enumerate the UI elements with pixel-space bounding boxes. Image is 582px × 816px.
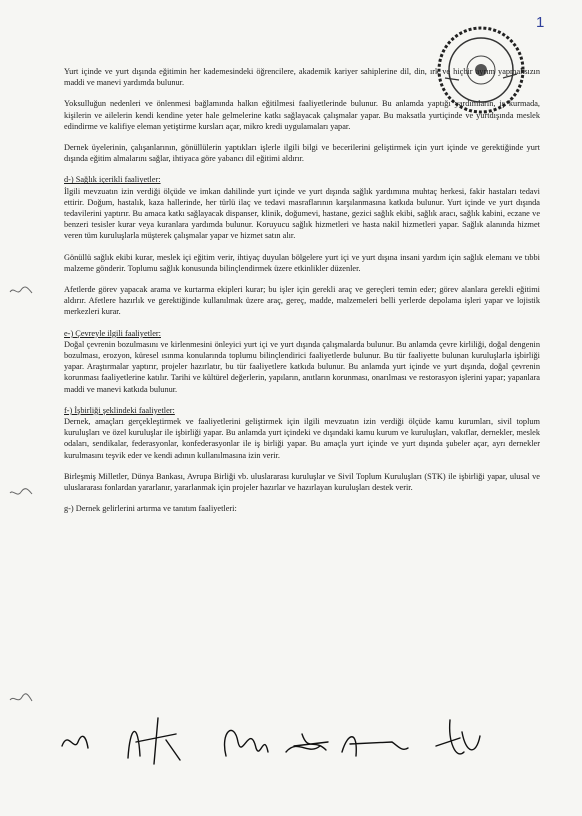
side-margin-mark: [8, 486, 34, 500]
document-body: [64, 66, 540, 525]
section-heading: f-) İşbirliği şeklindeki faaliyetler:: [64, 405, 175, 415]
side-margin-mark: [8, 692, 34, 706]
paragraph: Dernek, amaçları gerçekleştirmek ve faaliyetlerini geliştirmek için ilgili mevzuatın izin verdiği ölçüde kamu kurumları, sivil toplum kuruluşları ve özel kuruluşlar ile işbirliği yapar. Bu anlamda yurt içindeki ve dışındaki kamu kurum ve kuruluşları, vakıflar, dernekler, meslek odaları, sendikalar, federasyonlar, konfederasyonlar ile iş birliği yapar. Bu amaçla yurt içinde ve yurt dışında şubeler açar, ayrı dernekler kurulmasını teşvik eder ve kendi adının kullanılmasına izin verir.: [64, 417, 540, 460]
page-number: 1: [536, 14, 545, 31]
signatures: [58, 712, 538, 772]
paragraph: Yoksulluğun nedenleri ve önlenmesi bağlamında halkın eğitilmesi faaliyetlerinde bulunur. Bu anlamda yaptığı yardımların, iş kurmada, kişilerin ve ailelerin kendi kendine yeter hale gelmelerine katkı sağlayacak çalışmalar yapar. Bu maksatla yurtiçinde ve yurtdışında meslek edindirme ve kalifiye eleman yetiştirme kursları açar, mikro kredi uygulamaları yapar.: [64, 99, 540, 131]
paragraph: Birleşmiş Milletler, Dünya Bankası, Avrupa Birliği vb. uluslararası kuruluşlar ve Sivil Toplum Kuruluşları (STK) ile işbirliği yapar, ulusal ve uluslararası fonlardan yararlanır, yararlanmak için projeler hazırlar ve hazırlayan kuruluşları destek verir.: [64, 471, 540, 493]
signature-2: [128, 718, 180, 764]
signature-1: [62, 736, 88, 748]
section-heading: d-) Sağlık içerikli faaliyetler:: [64, 175, 161, 185]
paragraph: Doğal çevrenin bozulmasını ve kirlenmesini önleyici yurt içi ve yurt dışında çalışmalarda bulunur. Bu anlamda çevre kirliliği, doğal dengenin bozulması, erozyon, küresel ısınma konularında toplumu bilinçlendirici faaliyetlerde bulunur. Bu tür faaliyette bulunan kuruluşlarla işbirliği yapar. Araştırmalar yaptırır, projeler hazırlatır, bu tür faaliyetlere katkıda bulunur. Bu anlamda yurt içinde ve yurt dışında, doğal çevrenin korunması faaliyetlerine katılır. Tarihi ve kültürel değerlerin, yapıların, anıtların korunması, onarılması ve restorasyon işlerini yapar; yapanlara maddi ve manevi katkıda bulunur.: [64, 339, 540, 394]
signature-4: [286, 734, 328, 752]
signature-3: [225, 730, 268, 756]
signature-6: [436, 720, 480, 754]
signature-5: [342, 737, 408, 756]
paragraph: Dernek üyelerinin, çalışanlarının, gönüllülerin yaptıkları işlerle ilgili bilgi ve becerilerini geliştirmek için yurt içinde ve gerektiğinde yurt dışında eğitim almalarını sağlar, ihtiyaca göre yabancı dil eğitimi aldırır.: [64, 143, 540, 164]
paragraph: Gönüllü sağlık ekibi kurar, meslek içi eğitim verir, ihtiyaç duyulan bölgelere yurt içi ve yurt dışına insani yardım için sağlık elemanı ve tıbbi malzeme gönderir. Toplumu sağlık konusunda bilinçlendirmek üzere etkinlikler düzenler.: [64, 252, 540, 273]
section-heading: e-) Çevreyle ilgili faaliyetler:: [64, 328, 161, 338]
paragraph: g-) Dernek gelirlerini artırma ve tanıtım faaliyetleri:: [64, 504, 237, 514]
paragraph: İlgili mevzuatın izin verdiği ölçüde ve imkan dahilinde yurt içinde ve yurt dışında sağlık yardımına muhtaç herkesi, fakir hastaları tedavi ettirir. Doğum, hastalık, kaza hallerinde, her türlü ilaç ve tedavi masraflarının karşılanmasına katkıda bulunur. Yurt içinde ve yurt dışında tedavilerini yaptırır. Bu amaca katkı sağlayacak dispanser, klinik, doğumevi, hastane, gezici sağlık ekibi, sağlık aracı, sağlık kabini, eczane ve benzeri tesisler kurar veya kuranlara yardımda bulunur. Koruyucu sağlık hizmetleri ve hasta nakil hizmetleri yapar. Sağlık alanında hizmet veren tüm kuruluşlarla müşterek çalışmalar yapar ve hizmet satın alır.: [64, 186, 540, 241]
paragraph: Afetlerde görev yapacak arama ve kurtarma ekipleri kurar; bu işler için gerekli araç ve gereçleri temin eder; görev alanlara gerekli eğitimi aldırır. Afetlere hazırlık ve gerektiğinde kullanılmak üzere araç, gereç, madde, malzemeleri belli yerlerde depolama işleri yapar ve lojistik merkezleri kurar.: [64, 285, 540, 317]
paragraph: Yurt içinde ve yurt dışında eğitimin her kademesindeki öğrencilere, akademik kariyer sahiplerine dil, din, ırk ve hiçbir ayrım yapmaksızın maddi ve manevi yardımda bulunur.: [64, 67, 540, 88]
side-margin-mark: [8, 284, 34, 298]
